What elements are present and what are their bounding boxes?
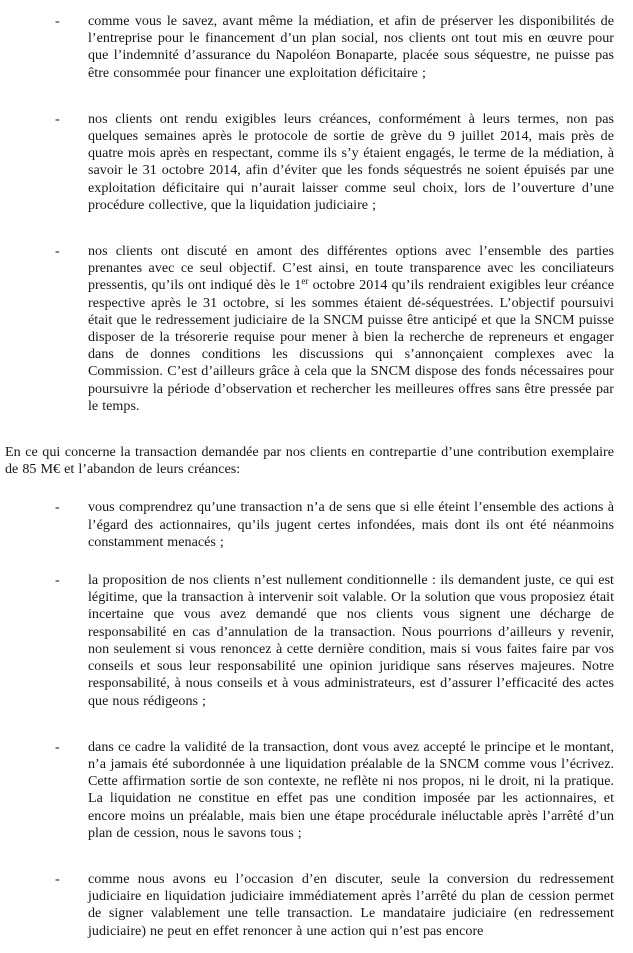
bullet-dash-icon: - bbox=[55, 243, 60, 260]
bullet-text: comme nous avons eu l’occasion d’en discuter, seule la conversion du redressement judiciaire en liquidation judiciaire immédiatement après l’arrêté du plan de cession permet de signer valablement une telle transaction. Le mandataire judiciaire (en redressement judiciaire) ne peut en effet renoncer à une action qui n’est pas encore bbox=[88, 870, 614, 939]
bullet-item bbox=[5, 572, 614, 710]
bullet-item bbox=[5, 111, 614, 214]
bullet-item bbox=[5, 499, 614, 551]
bullet-item bbox=[5, 739, 614, 842]
bullet-text: dans ce cadre la validité de la transaction, dont vous avez accepté le principe et le montant, n’a jamais été subordonnée à une liquidation préalable de la SNCM comme vous l’écrivez. Cette affirmation sortie de son contexte, ne reflète ni nos propos, ni le droit, ni la pratique. La liquidation ne constitue en effet pas une condition imposée par les actionnaires, et encore moins un préalable, mais bien une étape procédurale inéluctable après l’arrêté d’un plan de cession, nous le savons tous ; bbox=[88, 738, 614, 841]
bullet-dash-icon: - bbox=[55, 110, 60, 127]
bullet-item bbox=[5, 13, 614, 82]
bullet-text: nos clients ont rendu exigibles leurs créances, conformément à leurs termes, non pas quelques semaines après le protocole de sortie de grève du 9 juillet 2014, mais près de quatre mois après en respectant, comme ils s’y étaient engagés, le terme de la médiation, à savoir le 31 octobre 2014, afin d’éviter que les fonds séquestrés ne soient épuisés par une exploitation déficitaire qui n’aurait laisser comme seul choix, lors de l’ouverture d’une procédure collective, que la liquidation judiciaire ; bbox=[88, 110, 614, 213]
bullet-dash-icon: - bbox=[55, 13, 60, 29]
superscript-ordinal: er bbox=[301, 276, 309, 287]
bullet-item bbox=[5, 871, 614, 940]
bullet-text: la proposition de nos clients n’est nullement conditionnelle : ils demandent juste, ce qui est légitime, que la transaction à intervenir soit valable. Or la solution que vous proposiez était incertaine que vous avez demandé que nos clients vous signent une décharge de responsabilité en cas d’annulation de la transaction. Nous pourrions d’ailleurs y revenir, non seulement si vous renoncez à cette dernière condition, mais si vous faites faire par vos conseils et sous leur responsabilité une opinion juridique sans réserves majeures. Notre responsabilité, à nous conseils et à vous administrateurs, est d’assurer l’efficacité des actes que nous rédigeons ; bbox=[88, 572, 614, 709]
bullet-text bbox=[88, 243, 614, 415]
bullet-dash-icon: - bbox=[55, 499, 60, 516]
bullet-dash-icon: - bbox=[55, 870, 60, 887]
bullet-text-segment: nos clients ont discuté en amont des différentes options avec l’ensemble des parties prenantes avec ce seul objectif. C’est ainsi, en toute transparence avec les conciliateurs pressentis, qu’ils ont indiqué dès le 1 bbox=[88, 243, 614, 294]
bullet-text: comme vous le savez, avant même la médiation, et afin de préserver les disponibilités de l’entreprise pour le financement d’un plan social, nos clients ont tout mis en œuvre pour que l’indemnité d’assurance du Napoléon Bonaparte, placée sous séquestre, ne puisse pas être consommée pour financer une exploitation déficitaire ; bbox=[88, 13, 614, 81]
body-paragraph: En ce qui concerne la transaction demandée par nos clients en contrepartie d’une contribution exemplaire de 85 M€ et l’abandon de leurs créances: bbox=[5, 444, 614, 478]
bullet-dash-icon: - bbox=[55, 572, 60, 589]
bullet-text: vous comprendrez qu’une transaction n’a de sens que si elle éteint l’ensemble des actions à l’égard des actionnaires, qu’ils jugent certes infondées, mais dont ils ont été néanmoins constamment menacés ; bbox=[88, 499, 614, 550]
bullet-dash-icon: - bbox=[55, 738, 60, 755]
bullet-item bbox=[5, 243, 614, 415]
bullet-text-segment: octobre 2014 qu’ils rendraient exigibles leur créance respective après le 31 octobre, si les sommes étaient dé-séquestrées. L’objectif poursuivi était que le redressement judiciaire de la SNCM puisse être anticipé et que la SNCM puisse disposer de la trésorerie requise pour mener à bien la recherche de repreneurs et engager dans de donnes conditions les discussions qui s’annonçaient complexes avec la Commission. C’est d’ailleurs grâce à cela que la SNCM dispose des fonds nécessaires pour poursuivre la période d’observation et rechercher les meilleures offres sans être pressée par le temps. bbox=[88, 277, 615, 414]
